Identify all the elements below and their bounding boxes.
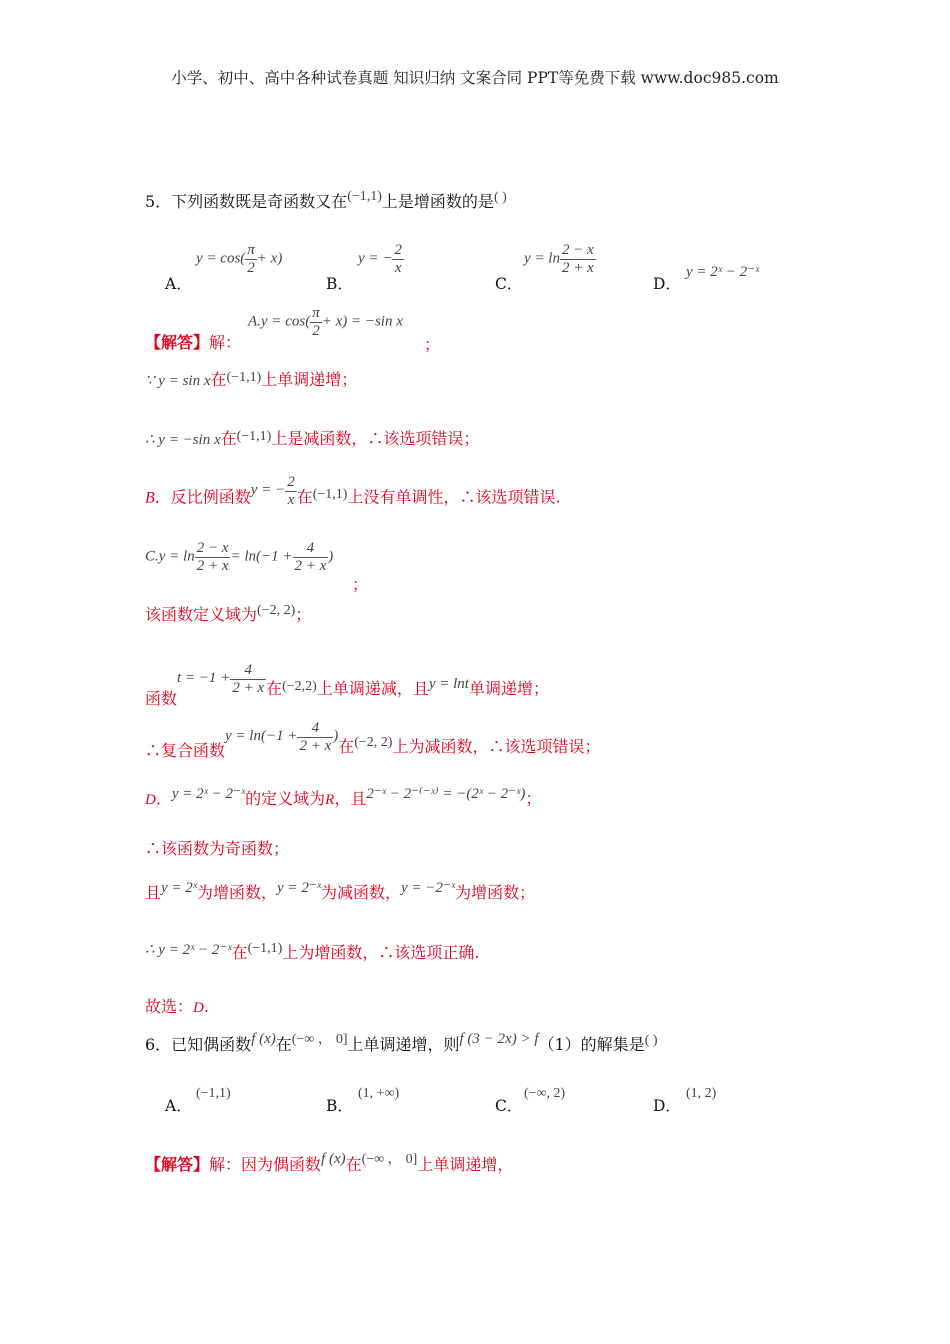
sol6-line xyxy=(145,1152,513,1175)
sol5-t-frac xyxy=(230,662,266,696)
sol5-a-den: 2 xyxy=(312,322,320,339)
sol5-c-mid: = ln(−1 + xyxy=(230,548,293,565)
q6-paren: ( ) xyxy=(644,1033,658,1048)
q5-a-frac xyxy=(245,242,257,276)
sol6-b: 上单调递增， xyxy=(417,1155,514,1174)
sol5-fin-in: 在 xyxy=(231,943,248,962)
sol5-comp-num: 4 xyxy=(297,720,333,738)
sol5-monotone xyxy=(145,880,535,903)
sol5-d-dot: ． xyxy=(155,789,172,808)
sol5-composite xyxy=(145,720,601,761)
sol5-fin-f: ∴ y = 2ˣ − 2⁻ˣ xyxy=(145,942,232,958)
sol5-comp-a: ∴复合函数 xyxy=(145,741,226,761)
sol5-b-lhs: y = − xyxy=(250,482,286,499)
sol5-comp-formula xyxy=(225,720,339,754)
sol5-t-int: (−2,2) xyxy=(282,679,317,695)
q6-a: 6．已知偶函数 xyxy=(145,1035,252,1054)
sol5-a-lhs: A.y = cos( xyxy=(248,313,311,330)
q5-a-lhs: y = cos( xyxy=(196,250,246,267)
sol5-inc-f1: y = 2ˣ xyxy=(161,880,198,896)
q5-stem-suffix: 上是增函数的是 xyxy=(381,192,494,211)
sol5-d-a: 的定义域为 xyxy=(245,789,326,808)
q6-f: f (x) xyxy=(251,1031,276,1047)
sol5-d-r: R xyxy=(325,792,335,808)
sol5-l2-math: ∴ y = −sin x xyxy=(145,432,221,448)
sol5-d-eq: 2⁻ˣ − 2⁻⁽⁻ˣ⁾ = −(2ˣ − 2⁻ˣ) xyxy=(366,786,526,802)
sol5-inc-a: 且 xyxy=(145,883,162,902)
sol5-b-num: 2 xyxy=(287,474,295,490)
q5-b-lhs: y = − xyxy=(358,250,393,267)
sol5-dom-a: 该函数定义域为 xyxy=(145,605,258,624)
sol6-f: f (x) xyxy=(321,1151,346,1167)
sol5-sel-dot: . xyxy=(203,997,209,1016)
sol5-select xyxy=(145,994,209,1017)
q5-option-b-label: B． xyxy=(326,275,353,293)
q6-option-a-value: (−1,1) xyxy=(196,1086,231,1101)
q5-c-frac xyxy=(560,242,596,276)
sol5-c-den2: 2 + x xyxy=(294,557,327,574)
sol5-c-num1: 2 − x xyxy=(196,540,229,556)
sol5-l2-b: 上是减函数，∴该选项错误； xyxy=(271,429,480,448)
sol6-in: 在 xyxy=(345,1155,362,1174)
q6-option-c-value: (−∞, 2) xyxy=(524,1086,566,1101)
q5-b-den: x xyxy=(394,259,402,276)
q6-option-b-label: B． xyxy=(326,1097,353,1115)
sol5-l2-a: 在 xyxy=(220,429,237,448)
sol5-line1 xyxy=(145,367,357,390)
q5-option-a-label: A． xyxy=(165,275,192,293)
sol5-t-c: 单调递增； xyxy=(468,679,549,699)
page-header: 小学、初中、高中各种试卷真题 知识归纳 文案合同 PPT等免费下载 www.doc985.com xyxy=(171,69,779,87)
sol6-tag: 【解答】 xyxy=(145,1155,210,1174)
sol5-b-frac xyxy=(285,474,297,508)
q5-option-c-formula xyxy=(524,242,596,276)
q5-paren: ( ) xyxy=(493,190,507,205)
q5-option-d-formula: y = 2ˣ − 2⁻ˣ xyxy=(686,264,760,280)
q5-b-frac xyxy=(392,242,404,276)
q5-c-den: 2 + x xyxy=(561,259,594,276)
sol5-c-semi: ； xyxy=(352,575,369,594)
q6-option-a-label: A． xyxy=(165,1097,192,1115)
q5-c-num: 2 − x xyxy=(561,242,594,258)
sol5-a-frac xyxy=(310,305,322,339)
sol5-sel-d: D xyxy=(193,1000,204,1016)
sol5-dom-b: ； xyxy=(295,605,312,624)
q6-option-c-label: C． xyxy=(495,1097,523,1115)
sol5-c-frac1 xyxy=(195,540,231,574)
sol5-inc-f2: y = 2⁻ˣ xyxy=(277,880,321,896)
sol5-b-int: (−1,1) xyxy=(312,487,348,503)
sol5-line2 xyxy=(145,426,479,449)
q6-b: 上单调递增，则 xyxy=(347,1035,460,1054)
sol5-d-label: D xyxy=(145,792,156,808)
sol5-d-semi: ； xyxy=(525,789,542,808)
sol5-inc-c: 为减函数， xyxy=(320,883,401,902)
sol6-a: 解：因为偶函数 xyxy=(209,1155,322,1174)
q5-a-den: 2 xyxy=(247,259,255,276)
sol5-t-line xyxy=(145,662,549,709)
sol5-odd: ∴该函数为奇函数； xyxy=(145,839,290,858)
q5-option-c-label: C． xyxy=(495,275,523,293)
sol5-comp-int: (−2, 2) xyxy=(354,735,393,751)
sol5-t-lhs: t = −1 + xyxy=(177,670,231,687)
sol5-t-in: 在 xyxy=(266,679,283,699)
sol5-b-in: 在 xyxy=(296,487,313,507)
sol5-jie: 解： xyxy=(209,333,242,352)
q6-int1: (−∞ ， xyxy=(291,1032,332,1047)
sol5-a-formula xyxy=(248,305,403,339)
q5-option-a-formula xyxy=(196,242,282,276)
sol5-l1-int: (−1,1) xyxy=(226,370,262,385)
q6-option-b-value: (1, +∞) xyxy=(358,1086,400,1101)
sol5-comp-in: 在 xyxy=(338,737,355,757)
sol5-b-formula xyxy=(250,474,297,508)
sol5-a-end: ； xyxy=(424,335,441,354)
sol5-fin-b: 上为增函数，∴该选项正确. xyxy=(282,943,480,962)
q5-c-lhs: y = ln xyxy=(524,250,560,267)
sol5-comp-end: ) xyxy=(333,728,339,745)
sol6-int2: 0] xyxy=(405,1152,418,1167)
sol5-t-formula xyxy=(177,662,266,696)
q6-option-d-value: (1, 2) xyxy=(686,1086,717,1101)
sol6-int1: (−∞ ， xyxy=(361,1152,402,1167)
q5-a-num: π xyxy=(247,242,255,258)
q5-option-d-label: D． xyxy=(653,275,681,293)
sol5-inc-f3: y = −2⁻ˣ xyxy=(401,880,456,896)
sol5-d-line xyxy=(145,786,541,809)
q6-in: 在 xyxy=(275,1035,292,1054)
sol5-inc-d: 为增函数； xyxy=(455,883,536,902)
sol5-inc-b: 为增函数， xyxy=(197,883,278,902)
sol5-a-num: π xyxy=(312,305,320,321)
q6-c: （1）的解集是 xyxy=(538,1035,645,1054)
q6-ineq: f (3 − 2x) > f xyxy=(459,1031,539,1047)
q5-b-num: 2 xyxy=(394,242,402,258)
sol5-t-a: 函数 xyxy=(145,689,178,709)
sol5-l2-int: (−1,1) xyxy=(236,429,272,444)
answer-tag: 【解答】 xyxy=(145,333,210,352)
sol5-l1-a: 在 xyxy=(210,370,227,389)
sol5-t-den: 2 + x xyxy=(232,679,265,696)
sol5-l1-b: 上单调递增； xyxy=(261,370,358,389)
sol5-sel-a: 故选： xyxy=(145,997,194,1016)
sol5-a-rhs: + x) = −sin x xyxy=(321,313,403,330)
sol5-b-den: x xyxy=(287,491,295,508)
sol5-c-lhs: C.y = ln xyxy=(145,548,195,565)
sol5-c-formula xyxy=(145,540,333,574)
q6-stem xyxy=(145,1032,658,1055)
sol5-fin-int: (−1,1) xyxy=(247,941,283,956)
q6-int2: 0] xyxy=(335,1032,348,1047)
sol5-c-end: ) xyxy=(328,548,334,565)
sol5-b-label: B xyxy=(145,489,155,507)
sol5-comp-frac xyxy=(297,720,333,754)
q5-stem xyxy=(145,189,507,212)
q6-option-d-label: D． xyxy=(653,1097,681,1115)
sol5-comp-b: 上为减函数，∴该选项错误； xyxy=(392,737,601,757)
q5-stem-prefix: 5．下列函数既是奇函数又在 xyxy=(145,192,348,211)
sol5-header xyxy=(145,330,241,353)
sol5-dom-int: (−2, 2) xyxy=(257,603,296,618)
sol5-t-b: 上单调递减，且 xyxy=(316,679,429,699)
sol5-t-num: 4 xyxy=(230,662,266,680)
sol5-comp-lhs: y = ln(−1 + xyxy=(225,728,298,745)
sol5-domain xyxy=(145,602,311,625)
q5-option-b-formula xyxy=(358,242,404,276)
sol5-t-f: y = lnt xyxy=(428,676,469,693)
sol5-comp-den: 2 + x xyxy=(299,737,332,754)
sol5-b-line xyxy=(145,474,561,516)
sol5-d-b: ，且 xyxy=(334,789,367,808)
sol5-b-b: 上没有单调性，∴该选项错误. xyxy=(347,487,561,507)
sol5-l1-math: ∵ y = sin x xyxy=(145,373,211,389)
q5-interval: (−1,1) xyxy=(347,189,382,204)
sol5-c-den1: 2 + x xyxy=(196,557,229,574)
sol5-b-a: ．反比例函数 xyxy=(154,487,251,507)
q5-a-rhs: + x) xyxy=(256,250,283,267)
sol5-d-f: y = 2ˣ − 2⁻ˣ xyxy=(171,786,246,802)
sol5-final xyxy=(145,940,479,963)
sol5-c-frac2 xyxy=(293,540,329,574)
sol5-c-num2: 4 xyxy=(293,540,329,558)
